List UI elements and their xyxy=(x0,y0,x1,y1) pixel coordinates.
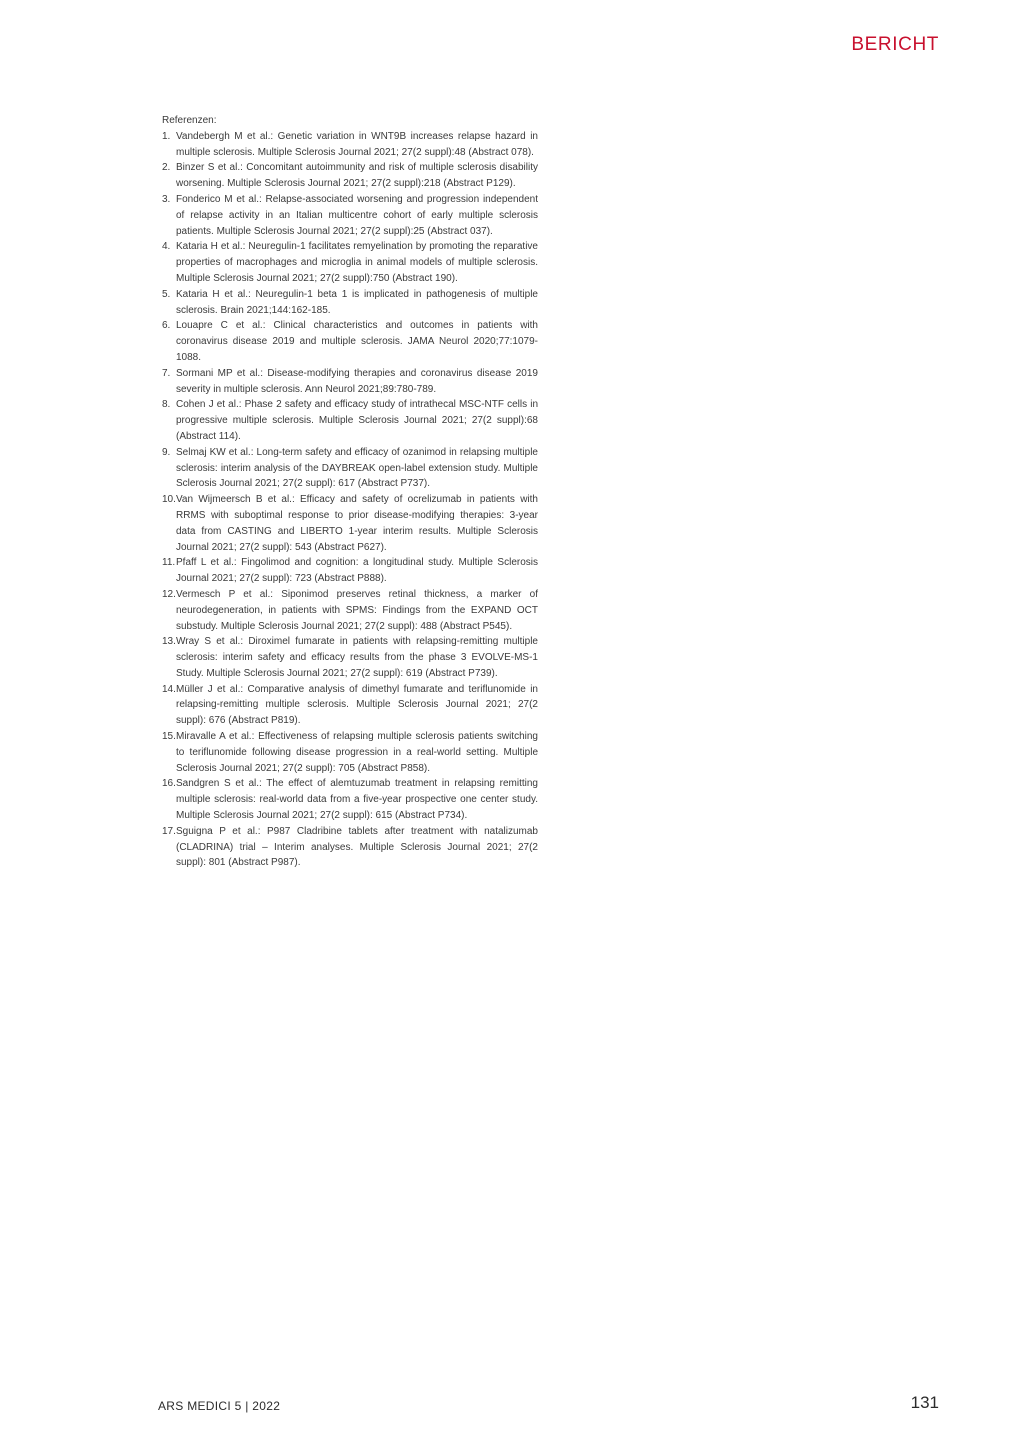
footer-journal-issue: ARS MEDICI 5 | 2022 xyxy=(158,1399,281,1413)
reference-number: 9. xyxy=(162,446,171,458)
reference-number: 11. xyxy=(162,557,176,569)
reference-text: Vandebergh M et al.: Genetic variation in WNT9B increases relapse hazard in multiple sclerosis. Multiple Sclerosis Journal 2021; 27(2 suppl):48 (Abstract 078). xyxy=(176,130,538,158)
reference-number: 1. xyxy=(162,130,171,142)
reference-text: Sormani MP et al.: Disease-modifying therapies and coronavirus disease 2019 severity in multiple sclerosis. Ann Neurol 2021;89:780-789. xyxy=(176,367,538,395)
reference-number: 15. xyxy=(162,731,176,743)
references-heading: Referenzen: xyxy=(162,115,217,126)
reference-item xyxy=(162,587,538,634)
reference-text: Pfaff L et al.: Fingolimod and cognition: a longitudinal study. Multiple Sclerosis Journal 2021; 27(2 suppl): 723 (Abstract P888). xyxy=(176,557,538,585)
reference-text: Selmaj KW et al.: Long-term safety and efficacy of ozanimod in relapsing multiple sclerosis: interim analysis of the DAYBREAK open-label extension study. Multiple Sclerosis Journal 2021; 27(2 suppl): 617 (Abstract P737). xyxy=(176,446,538,490)
reference-item xyxy=(162,239,538,286)
reference-number: 5. xyxy=(162,288,171,300)
reference-number: 7. xyxy=(162,367,171,379)
reference-number: 12. xyxy=(162,588,176,600)
reference-item xyxy=(162,492,538,555)
reference-number: 2. xyxy=(162,162,171,174)
reference-text: Vermesch P et al.: Siponimod preserves retinal thickness, a marker of neurodegeneration, in patients with SPMS: Findings from the EXPAND OCT substudy. Multiple Sclerosis Journal 2021; 27(2 suppl): 488 (Abstract P545). xyxy=(176,588,538,632)
reference-item xyxy=(162,634,538,681)
reference-item xyxy=(162,397,538,444)
reference-text: Wray S et al.: Diroximel fumarate in patients with relapsing-remitting multiple sclerosis: interim safety and efficacy results from the phase 3 EVOLVE-MS-1 Study. Multiple Sclerosis Journal 2021; 27(2 suppl): 619 (Abstract P739). xyxy=(176,636,538,679)
reference-item xyxy=(162,192,538,239)
reference-text: Van Wijmeersch B et al.: Efficacy and safety of ocrelizumab in patients with RRMS with suboptimal response to prior disease-modifying therapies: 3-year data from CASTING and LIBERTO 1-year interim results. Multiple Sclerosis Journal 2021; 27(2 suppl): 543 (Abstract P627). xyxy=(176,494,538,553)
reference-number: 16. xyxy=(162,778,176,790)
section-label: BERICHT xyxy=(851,34,939,55)
reference-item xyxy=(162,366,538,398)
reference-number: 3. xyxy=(162,193,171,205)
reference-text: Louapre C et al.: Clinical characteristics and outcomes in patients with coronavirus disease 2019 and multiple sclerosis. JAMA Neurol 2020;77:1079-1088. xyxy=(176,320,538,363)
reference-text: Fonderico M et al.: Relapse-associated worsening and progression independent of relapse activity in an Italian multicentre cohort of early multiple sclerosis patients. Multiple Sclerosis Journal 2021; 27(2 suppl):25 (Abstract 037). xyxy=(176,193,538,237)
reference-number: 8. xyxy=(162,399,171,411)
reference-text: Sandgren S et al.: The effect of alemtuzumab treatment in relapsing remitting multiple sclerosis: real-world data from a five-year prospective one center study. Multiple Sclerosis Journal 2021; 27(2 suppl): 615 (Abstract P734). xyxy=(176,778,538,822)
reference-text: Kataria H et al.: Neuregulin-1 facilitates remyelination by promoting the reparative properties of macrophages and microglia in animal models of multiple sclerosis. Multiple Sclerosis Journal 2021; 27(2 suppl):750 (Abstract 190). xyxy=(176,241,538,284)
reference-text: Miravalle A et al.: Effectiveness of relapsing multiple sclerosis patients switching to teriflunomide following disease progression in a real-world setting. Multiple Sclerosis Journal 2021; 27(2 suppl): 705 (Abstract P858). xyxy=(176,731,538,774)
reference-item xyxy=(162,555,538,587)
reference-text: Cohen J et al.: Phase 2 safety and efficacy study of intrathecal MSC-NTF cells in progressive multiple sclerosis. Multiple Sclerosis Journal 2021; 27(2 suppl):68 (Abstract 114). xyxy=(176,399,538,442)
reference-number: 13. xyxy=(162,636,176,648)
reference-item xyxy=(162,160,538,192)
reference-number: 6. xyxy=(162,320,171,332)
reference-text: Müller J et al.: Comparative analysis of dimethyl fumarate and teriflunomide in relapsing-remitting multiple sclerosis. Multiple Sclerosis Journal 2021; 27(2 suppl): 676 (Abstract P819). xyxy=(176,683,538,727)
reference-item xyxy=(162,729,538,776)
reference-item xyxy=(162,287,538,319)
reference-item xyxy=(162,129,538,161)
reference-item xyxy=(162,776,538,823)
reference-number: 10. xyxy=(162,494,176,506)
reference-text: Sguigna P et al.: P987 Cladribine tablets after treatment with natalizumab (CLADRINA) trial – Interim analyses. Multiple Sclerosis Journal 2021; 27(2 suppl): 801 (Abstract P987). xyxy=(176,825,538,869)
reference-list xyxy=(162,129,538,871)
reference-number: 17. xyxy=(162,825,176,837)
reference-number: 14. xyxy=(162,683,176,695)
reference-item xyxy=(162,318,538,365)
reference-number: 4. xyxy=(162,241,171,253)
references-section xyxy=(162,113,538,871)
reference-item xyxy=(162,824,538,871)
reference-item xyxy=(162,682,538,729)
reference-item xyxy=(162,445,538,492)
reference-text: Kataria H et al.: Neuregulin-1 beta 1 is implicated in pathogenesis of multiple sclerosis. Brain 2021;144:162-185. xyxy=(176,288,538,316)
page-number: 131 xyxy=(910,1393,939,1412)
reference-text: Binzer S et al.: Concomitant autoimmunity and risk of multiple sclerosis disability worsening. Multiple Sclerosis Journal 2021; 27(2 suppl):218 (Abstract P129). xyxy=(176,162,538,190)
